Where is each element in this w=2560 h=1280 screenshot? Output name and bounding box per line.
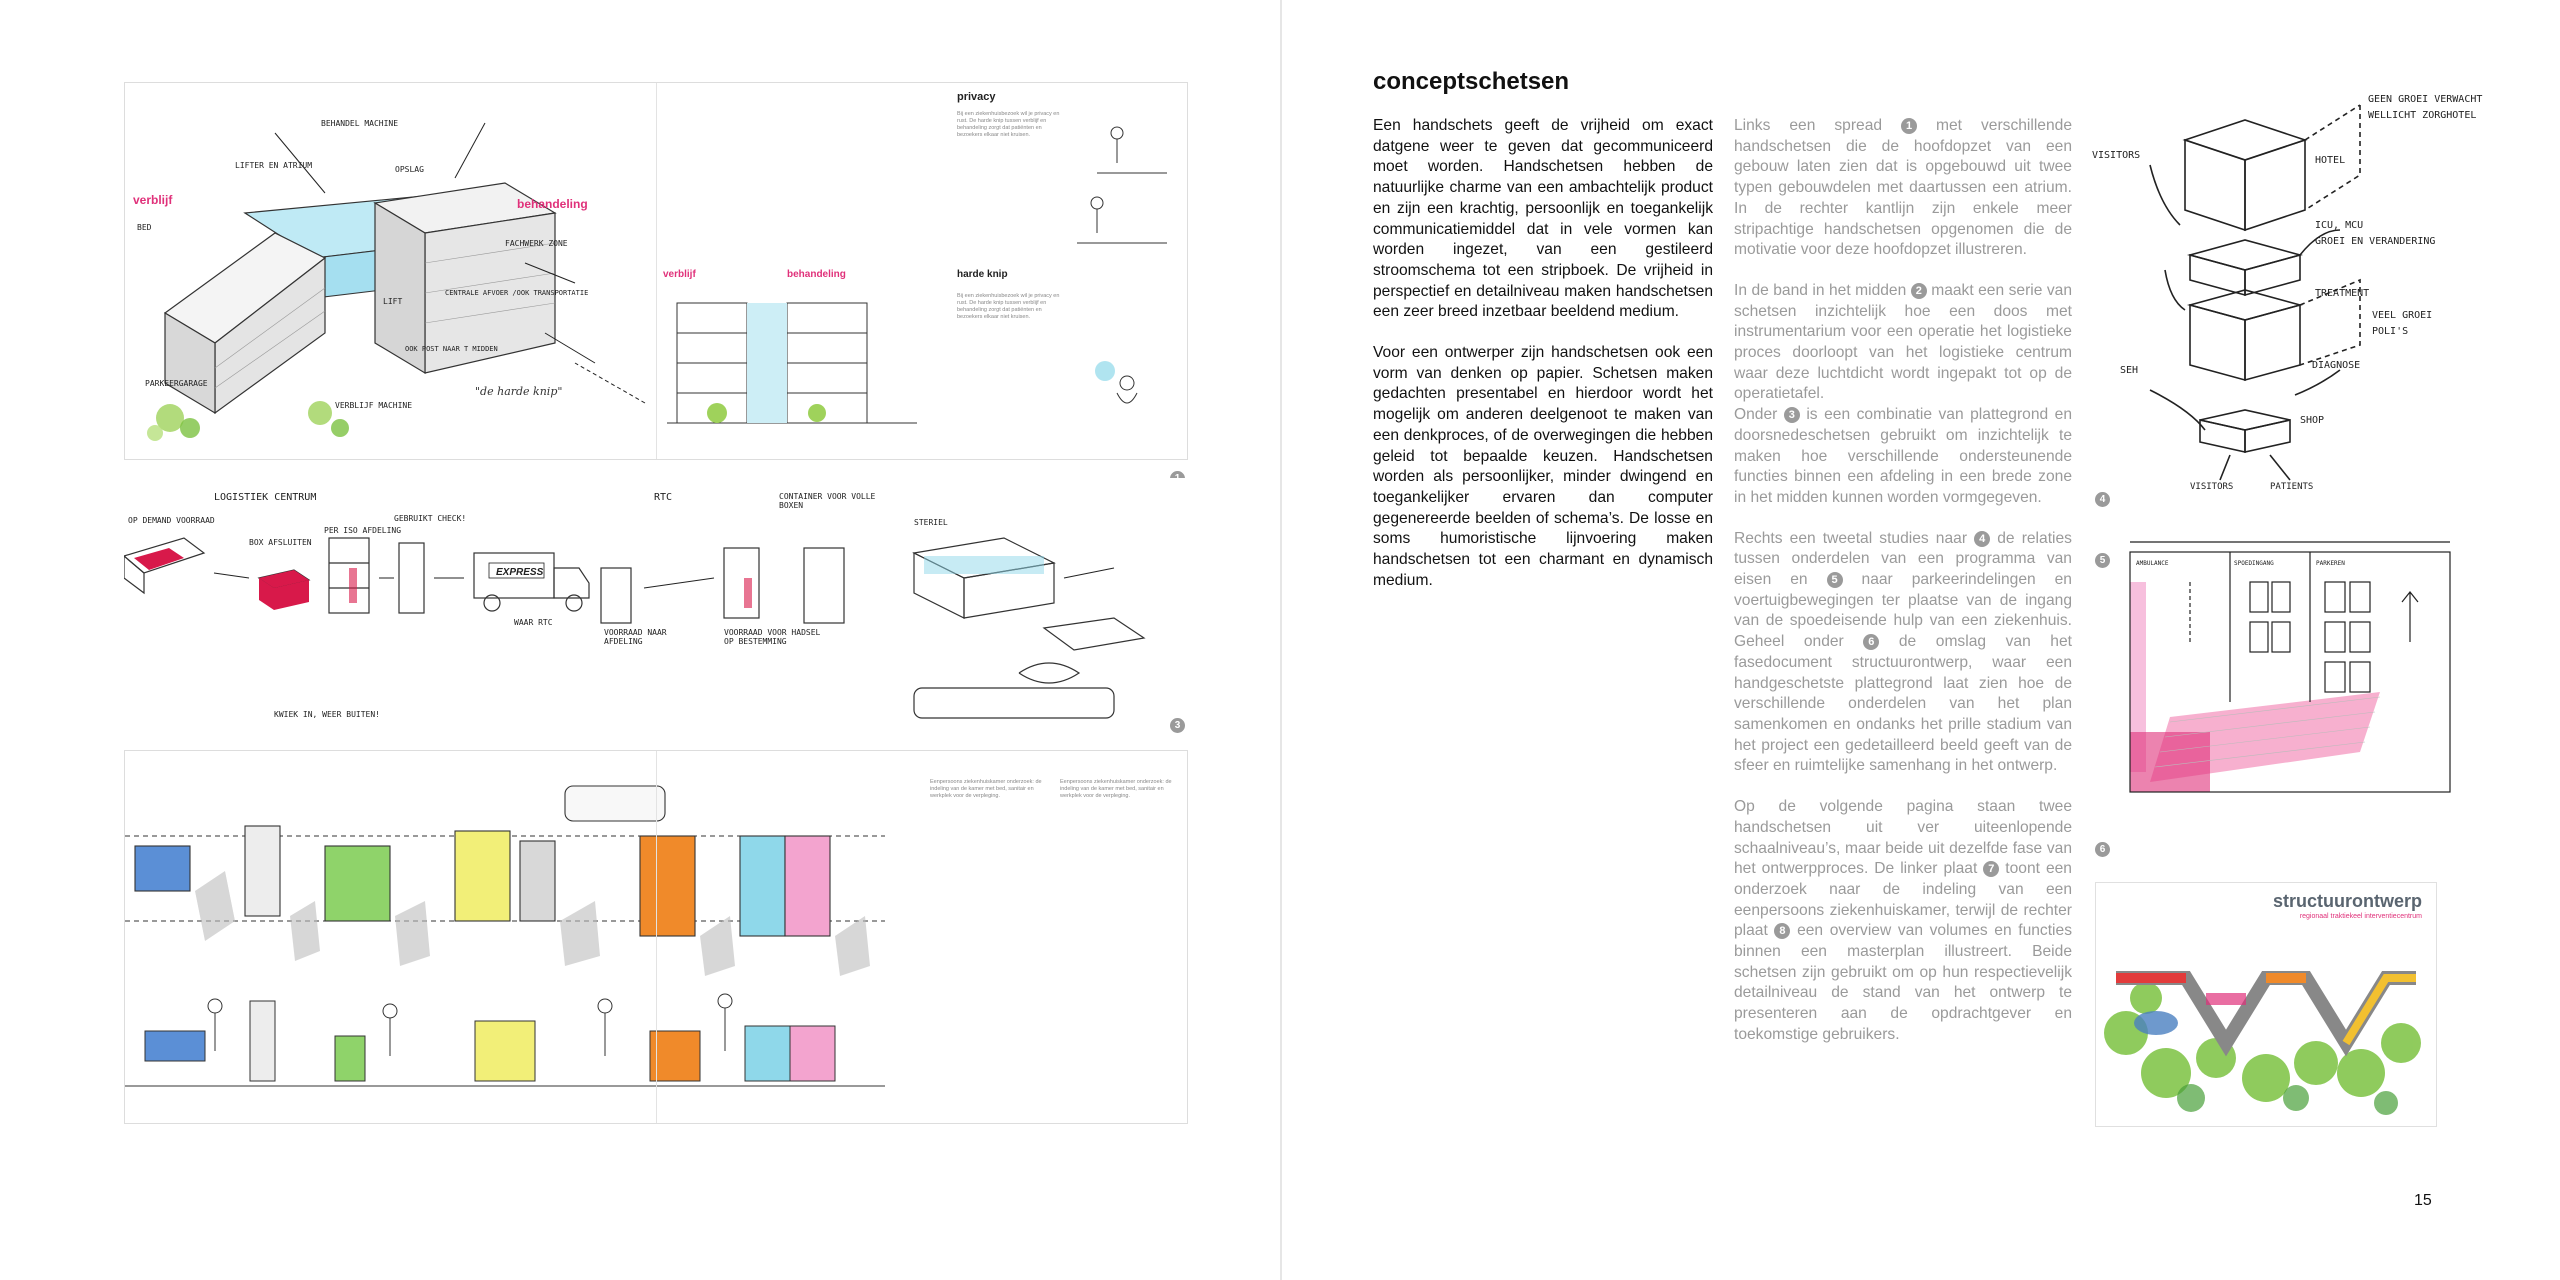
sketch-label: FACHWERK ZONE	[505, 239, 568, 248]
mini-body-text: Eenpersoons ziekenhuiskamer onderzoek: de indeling van de kamer met bed, sanitair en werkplek voor de verpleging.	[1060, 779, 1172, 799]
figure-5-parking-plan	[2110, 522, 2490, 817]
mini-body-text: Bij een ziekenhuisbezoek wil je privacy en rust. De harde knip tussen verblijf en behandeling zorgt dat patiënten en bezoekers elkaar niet kruisen.	[957, 293, 1060, 320]
text-run: In de band in het midden	[1734, 281, 1907, 299]
sketch-label: GEEN GROEI VERWACHT	[2368, 94, 2483, 105]
logistics-sketch-band	[124, 478, 1186, 732]
spread-fold	[656, 751, 657, 1123]
body-column-2	[1734, 116, 2072, 1066]
figure-ref-2: 2	[1911, 283, 1927, 299]
sketch-label: VISITORS	[2190, 482, 2234, 492]
figure-ref-7: 7	[1983, 861, 1999, 877]
sketch-label: VOORRAAD NAAR AFDELING	[604, 628, 667, 646]
mini-title-harde-knip: harde knip	[957, 269, 1008, 280]
sketch-label: RTC	[654, 492, 673, 503]
sketch-label: BED	[137, 223, 152, 232]
body-column-1	[1373, 116, 1713, 611]
sketch-label: KWIEK IN, WEER BUITEN!	[274, 710, 380, 719]
figure-number-6: 6	[2095, 842, 2110, 857]
sketch-label: OOK POST NAAR T MIDDEN	[405, 345, 498, 353]
text-run: toont een onderzoek naar de indeling van een eenpersoons ziekenhuiskamer, terwijl de rechter plaat	[1734, 860, 2072, 940]
text-run: Rechts een tweetal studies naar	[1734, 529, 1968, 547]
text-run: met verschillende handschetsen die de hoofdopzet van een gebouw laten zien dat is opgebouwd uit twee typen gebouwdelen met daartussen een atrium. In de rechter kantlijn zijn enkele meer stripachtige handschetsen opgenomen die de motivatie voor deze hoofdopzet illustreren.	[1734, 117, 2072, 259]
sketch-label: PER ISO AFDELING	[324, 526, 402, 535]
text-run: Links een spread	[1734, 117, 1883, 134]
sketch-label: HOTEL	[2315, 155, 2346, 166]
sketch-label: LIFT	[383, 297, 403, 306]
sketch-label: OP DEMAND VOORRAAD	[128, 516, 215, 525]
sketch-label: VERBLIJF MACHINE	[335, 401, 413, 410]
book-gutter	[1280, 0, 1282, 1280]
sketch-label: PARKEERGARAGE	[145, 379, 208, 388]
paragraph	[1734, 116, 2072, 261]
spread-thumbnail-3	[124, 750, 1188, 1124]
sketch-label: DIAGNOSE	[2312, 360, 2361, 371]
sketch-label: WELLICHT ZORGHOTEL	[2368, 110, 2477, 121]
label-verblijf: verblijf	[133, 193, 173, 207]
sketch-label: AMBULANCE	[2136, 560, 2169, 567]
mini-label-behandeling: behandeling	[787, 269, 846, 280]
logistics-sketch-drawing	[124, 478, 1186, 732]
text-run: de relaties tussen onderdelen van een programma van eisen en	[1734, 529, 2072, 589]
figure-number-5: 5	[2095, 553, 2110, 568]
figure-number-4: 4	[2095, 492, 2110, 507]
text-run: Op de volgende pagina staan twee handschetsen uit ver uiteenlopende schaalniveau’s, maar beide uit dezelfde fase van het ontwerpproces. De linker plaat	[1734, 798, 2072, 878]
sketch-label: GEBRUIKT CHECK!	[394, 514, 467, 523]
paragraph	[1734, 405, 2072, 509]
sketch-label: BOX AFSLUITEN	[249, 538, 312, 547]
svg-text:EXPRESS: EXPRESS	[496, 567, 544, 578]
section-sketch	[657, 83, 1187, 459]
stacked-volumes-drawing	[2090, 80, 2490, 500]
text-run: Onder	[1734, 406, 1778, 424]
sketch-label: CENTRALE AFVOER /OOK TRANSPORTATIE	[445, 289, 589, 297]
mini-label-verblijf: verblijf	[663, 269, 696, 280]
isometric-sketch	[125, 83, 656, 459]
sketch-label: SHOP	[2300, 415, 2325, 426]
figure-ref-5: 5	[1827, 572, 1843, 588]
figure-4-programme-sketch	[2090, 80, 2490, 500]
sketch-label: PARKEREN	[2316, 560, 2345, 567]
figure-number-3: 3	[1170, 718, 1185, 733]
sketch-label: POLI'S	[2372, 326, 2409, 337]
sketch-label: VISITORS	[2092, 150, 2141, 161]
text-run: naar parkeerindelingen en voertuigbewegingen ter plaatse van de ingang van de spoedeisende hulp van een ziekenhuis. Geheel onder	[1734, 571, 2072, 651]
figure-ref-4: 4	[1974, 531, 1990, 547]
paragraph: Een handschets geeft de vrijheid om exact datgene weer te geven dat gecommuniceerd moet worden. Handschetsen hebben de natuurlijke charme van een ambachtelijk product en zijn een krachtig, persoonlijk en toegankelijk communicatiemiddel dat in vele vormen kan worden ingezet, van een gestileerd stroomschema tot een stripboek. De vrijheid in perspectief en detailniveau maken handschetsen een zeer breed inzetbaar beeldend medium.	[1373, 117, 1713, 321]
figure-ref-3: 3	[1784, 407, 1800, 423]
label-behandeling: behandeling	[517, 197, 588, 211]
sketch-label: LIFTER EN ATRIUM	[235, 161, 313, 170]
sketch-label: TREATMENT	[2315, 288, 2370, 299]
sketch-label: OPSLAG	[395, 165, 424, 174]
cover-title: structuurontwerp	[2272, 891, 2422, 911]
sketch-label: WAAR RTC	[514, 618, 553, 627]
sketch-label: SPOEDINGANG	[2234, 560, 2274, 567]
caption-harde-knip: "de harde knip"	[475, 385, 563, 398]
sketch-label: CONTAINER VOOR VOLLE BOXEN	[779, 492, 876, 510]
text-run: is een combinatie van plattegrond en doorsnedeschetsen gebruikt om inzichtelijk te maken hoe verschillende ondersteunende functies binnen een afdeling in een brede zone in het midden kunnen worden vormgegeven.	[1734, 406, 2072, 506]
page-title: conceptschetsen	[1373, 68, 1570, 95]
sketch-label: VEEL GROEI	[2372, 310, 2433, 321]
page-number: 15	[2414, 1192, 2432, 1209]
mini-body-text: Bij een ziekenhuisbezoek wil je privacy en rust. De harde knip tussen verblijf en behandeling zorgt dat patiënten en bezoekers elkaar niet kruisen.	[957, 111, 1060, 138]
text-run: de omslag van het fasedocument structuurontwerp, waar een handgeschetste plattegrond laat zien hoe de verschillende onderdelen van het plan samenkomen en ondanks het prille stadium van het project een gedetailleerd beeld geeft van de sfeer en ruimtelijke samenhang in het ontwerp.	[1734, 633, 2072, 775]
sketch-label: STERIEL	[914, 518, 948, 527]
figure-ref-1: 1	[1901, 118, 1917, 134]
paragraph	[1734, 529, 2072, 777]
sketch-label: PATIENTS	[2270, 482, 2314, 492]
spread-thumbnail-1	[124, 82, 1188, 460]
paragraph: Voor een ontwerper zijn handschetsen ook een vorm van denken op papier. Schetsen maken gedachten presentabel en hierdoor wordt het mogelijk om anderen deelgenoot te maken van een denkproces, of de overwegingen die hebben geleid tot bepaalde keuzen. Handschetsen worden als persoonlijker, minder dwingend en toegankelijker ervaren dan computer gegenereerde beelden of schema’s. De losse en soms humoristische lijnvoering maken handschetsen tot een charmant en dynamisch medium.	[1373, 344, 1713, 589]
sketch-label: SEH	[2120, 365, 2139, 376]
text-run: maakt een serie van schetsen inzichtelijk hoe een doos met instrumentarium voor een operatie het logistieke proces doorloopt van het logistieke centrum waar deze luchtdicht wordt ingepakt tot op de operatietafel.	[1734, 281, 2073, 403]
paragraph	[1734, 797, 2072, 1045]
figure-ref-8: 8	[1774, 923, 1790, 939]
mini-title-privacy: privacy	[957, 91, 996, 103]
sketch-label: ICU, MCU	[2315, 220, 2364, 231]
cover-subtitle: regionaal traktiekeel interventiecentrum	[2299, 913, 2422, 920]
paragraph	[1734, 281, 2072, 405]
sketch-label: BEHANDEL MACHINE	[321, 119, 399, 128]
figure-ref-6: 6	[1863, 634, 1879, 650]
sketch-label: VOORRAAD VOOR HADSEL OP BESTEMMING	[724, 628, 821, 646]
mini-body-text: Eenpersoons ziekenhuiskamer onderzoek: de indeling van de kamer met bed, sanitair en werkplek voor de verpleging.	[930, 779, 1042, 799]
text-run: een overview van volumes en functies binnen een masterplan illustreert. Beide schetsen zijn gebruikt om op hun respectievelijk detailniveau de stand van het ontwerp te presenteren aan de opdrachtgever en toekomstige gebruikers.	[1734, 922, 2072, 1043]
spread-right-half	[657, 83, 1187, 459]
sketch-label: GROEI EN VERANDERING	[2315, 236, 2436, 247]
figure-6-cover-thumbnail	[2095, 882, 2437, 1127]
sketch-label: LOGISTIEK CENTRUM	[214, 492, 317, 503]
